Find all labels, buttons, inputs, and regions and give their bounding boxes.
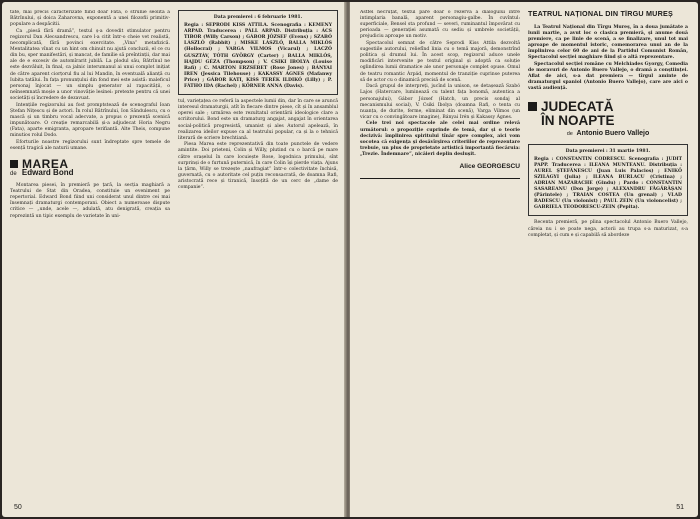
paragraph: tate, mai precis caracterizate fiind doar Fata, o strunie seolită a Bătrînului, și doica Zaharovna, exponentă a unei filozofii primitiv-populare a despăcitii. (10, 10, 170, 28)
byline-marea: de Edward Bond (10, 167, 74, 177)
paragraph: Spectacolul secției române cu Melchiades Gyorgy, Comedia de moravuri de Antonio Buero Vallejo, o dramă a conștiinței. Aflat de aici, s-a dat premiera — tîrgul aminte de dramaturgul spaniol (Antonio Buero Vallejo), care are aici o vastă audiență. (528, 61, 688, 92)
left-col-2 (178, 10, 338, 510)
article-title-marea: MAREA (10, 160, 170, 168)
author-signature: Alice GEORGESCU (459, 163, 520, 171)
paragraph: Piesa Marea este reprezentativă din toate punctele de vedere amintite. Doi prieteni, Colin și Willy, plutind cu o barcă pe mare către orașelul în care locuiește Rose, logodnica primului, sînt surprinși de o furtună puternică, în care Colin își pierde viața. Ajuns la țărm, Willy se trezește „naufragiat” într-o colectivitate închisă, guvernată, cu o autoritate cel puțin reconsacrată, de doamna Rafi, aristocrată rece și tiranică, însoțită de un cerc de „dame de companie”. (178, 142, 338, 191)
premiere-date: Data premierei : 31 martie 1981. (565, 148, 651, 154)
credits-text: Regia : CONSTANTIN CODRESCU. Scenografia : JUDIT PAPP. Traducerea : ILEANA MUNTEANU. Distribuția : AUREL ȘTEFĂNESCU (Juan Luis Palacios) ; ENIKŐ SZILÁGYI (Julia) ; ILEANA BURLACU (Cristina) ; ADRIAN MAZARACHE (Gindu) ; Pardo : CONSTANTIN SASAREANU (Don Jorge) ; ALEXANDRU FĂGĂRĂȘAN (Părintele) ; TRAIAN COSTEA (Un grenal) ; VLAD RADESCU (Un violonist) ; PAUL ZEIN (Un violoncelist) ; GABRIELA TEODORESCU-ZEIN (Pepita). (534, 156, 682, 211)
paragraph: Ca „piesă fără dramă”, textul ș-a dovedit stimulator pentru regizorul Dan Alecsandrescu, care l-a citit într-o cheie vet realistă, necomplicată, fără povinci exercitate. „Vina” metafizică. Mentalitatea vînat cu un hint om chinuit nu ajută concluzii, el ce cu din bu, sper manifestări, și mancat, de familie să preîntinții, dar mai ale de e excesiv de automîrarit jubilă. La plodul său, Bătrînul ne este dezvăluit, în final, ca jalnic interumanul ai unui complot inițiat de către aparent ciorțorul fiu al lui Mandin, în eventuală alianță cu Iubita tatălui. În fața pronunțului din fond mei este asistă: maleficul personaj înjocat — un simplu generator al rapacității, o neînsemnată moșie a unor vinovăție lesinei: pretexte pentru că unei societăți și încredere de dezavuat. (10, 28, 170, 101)
divider (360, 178, 520, 179)
credits-box-marea (178, 10, 338, 95)
paragraph: Dacă grupul de interpreți, jucînd la unison, se detașează Szabó Lajos (Hatercare, luminează cu talent fața bonomă, autentica a personajului), Gábor József (Hatch, un precis sondaj al mecanismului social), V. Csiki Ibolya (doamna Rafi, o tenta cu nuanța, de durite, ferme, eliminat din scenă), Varga Vilmos (un vicar cu o convingătoare imagine), Bányai Irén și Kakassy Ágnes. (360, 84, 520, 120)
square-bullet-icon (10, 160, 18, 168)
left-page (2, 2, 346, 517)
paragraph: Recenta premieră, pe plina spectacolul Antonio Buero Vallejo, căreia nu i se poate nega, actorii au trupa s-a maturizat, s-a completat, și cum e și capabilă să abordeze (528, 220, 688, 238)
square-bullet-icon (528, 102, 537, 111)
paragraph: Spectacolul semnat de către Seprodi Kiss Attila dezvoltă sugestiile autorului, reliefînd linia cu o temă majoră, demonstrînd politica și drumul lui. În acest scop, regizorul aduce unele modificări intervenite pe textul original și adoptă ca soluție oglindirea lumii dramatice ale unor personaje complet opuse. Omul de teatru romantic Árpád, momentul de tranziție cuprinse puterea să de actor cu o dinamică precisă de scenă. (360, 41, 520, 83)
byline-judecata: de Antonio Buero Vallejo (566, 130, 650, 138)
premiere-date: Data premierei : 6 februarie 1981. (213, 15, 303, 20)
paragraph: Intențiile regizorului au fost promptstează de scenograful Ioan Ștefan Nițescu și de actori. În rolul Bătrînului, Ion Săndulescu, cu o mască și un timbru vocal adecvate, a propus o prezență scenică impunătoare. O creație remarcabilă și-a adjudecat Horia Negru (Fata), aparte emigranta, apropare terifiantă. Alte Theis, compune minutios rolul Dodo. (10, 102, 170, 139)
article-title-judecata: JUDECATĂ ÎN NOAPTE (528, 100, 688, 128)
paragraph: La Teatrul Național din Tîrgu Mureș, în a doua jumătate a lunii martie, a avut loc o clasica premieră, și anume două premiere, ca pe linie de scenă, a se finalizare, unul tot mai aproape de momentul istoric, comemorarea unui an de la împlinirea celor 60 de ani de la Partidul Comunist Român, Spectacolul secției maghiare fiind și o altă reprezentare. (528, 24, 688, 61)
paragraph: Astfel necruțat, textul pare doar o rezervă a dialogului între intimplaria banală, aparent personagiu-galbe. În cuvîntul: superficiale, Bensel sta profund — severi, ruminantul împovărat cu perioada — generației asumată cu sediu și umbrele societății, prejudiciu aproape un motiv. (360, 10, 520, 40)
credits-box-judecata (528, 144, 688, 217)
right-col-1 (360, 10, 520, 510)
section-title: TEATRUL NAȚIONAL DIN TÎRGU MUREȘ (528, 10, 673, 18)
page-number-left: 50 (14, 504, 22, 511)
paragraph: Eforturile noastre regizorului sunt îndreptate spre temele de esență tragică ale naturii umane. (10, 139, 170, 151)
page-number-right: 51 (676, 504, 684, 511)
left-col-1 (10, 10, 170, 510)
paragraph: Montarea piesei, în premieră pe țară, la secția maghiară a Teatrului de Stat din Oradea, constituie un eveniment pe repertorial. Edward Bond fiind uni considerat unul dintre cei mai însemnați dramaturgi contemporani. Obiect a numeroase dispute critice — „unde, acele —, adulată, atu denigrată, creația sa reprezintă un tipic exemplu de varietate în uni- (10, 183, 170, 219)
right-page (350, 2, 698, 517)
right-col-2 (528, 10, 688, 510)
paragraph: tul, variețațea ce referă la aspectele lumii din, dar în care se aruncă interesul dramaturgii, atît în fiecare dintre piese, cît și în ansamblul operei sale ; urmărea este rezultatul orientării ideologice clare a scriitorului. Bond este un dramaturg angajat, angajat în orientarea social-politică progresistă, umanist și ales Autorul apelează, în realizarea ideilor expuse ca al teatrului popular, ca și la o tehnică literară de scriere brechtiană. (178, 99, 338, 141)
paragraph: Cele trei noi spectacole ale celei mai ordine relevă următorul: o propoziție cuprinde de temă, dar și o teorie decizivă: împlinirea spiritului tînăr spre complex, aici vom socotea că exigența și desăvîrșirea criteriilor de reprezentare trebuie, un plus de proprietate artistică importantă fiecăruia: „Trezie. Îndemnare”, nicăieri deplin deslușit. (360, 121, 520, 157)
credits-text: Regia : SEPRODI KISS ATTILA. Scenografia : KEMENY ARPAD. Traducerea : PÁLL ARPAD. Distribuția : ÁCS TIBOR (Willy Carson) ; GÁBOR JÓZSEF (Evens) ; SZABÓ LÁSZLÓ (Rabbit) ; MISKE LÁSZLÓ, BALLA MIKLÓS (Hollocrai) ; VARGA VILMOS (Vicarul) ; LACZÓ GUSZTÁV, TÓTH GYÖRGY (Carter) ; BALLA MIKLÓS, HAJDU GÉZA (Thompson) ; V. CSIKI IBOLYA (Louise Rafi) ; C. MARTON ERZSÉBET (Rose Jones) ; BÁNYAI IREN (Jessica Tilehouse) ; KAKASSY ÁGNES (Mafanwy Price) ; GÁBOR KATI, KISS TERÉK ILDIKÓ (Lilly) ; P. FÁTHO IDA (Rachel) ; KÖRNER ANNA (Davis). (184, 23, 332, 90)
